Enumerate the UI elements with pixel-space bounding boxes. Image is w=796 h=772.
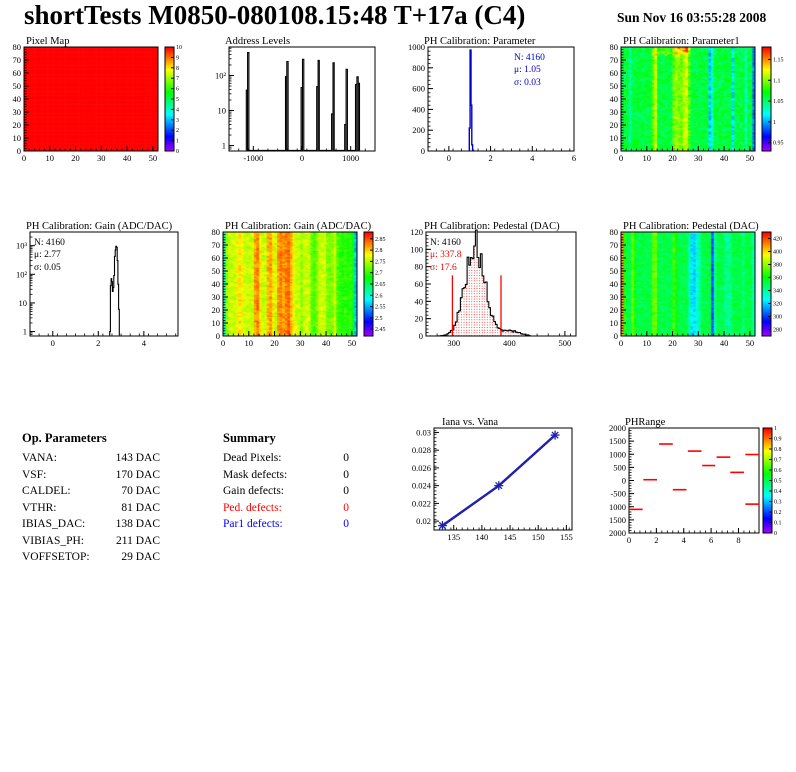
svg-text:6: 6 bbox=[571, 153, 577, 163]
svg-text:10: 10 bbox=[18, 297, 27, 308]
svg-text:6: 6 bbox=[708, 535, 714, 545]
stat-entries: N: 4160 bbox=[514, 53, 545, 63]
svg-text:0: 0 bbox=[299, 153, 305, 163]
svg-text:40: 40 bbox=[211, 279, 220, 289]
svg-text:0: 0 bbox=[176, 149, 179, 155]
pad-pixel-map bbox=[0, 35, 199, 205]
stat-entries: N: 4160 bbox=[34, 238, 65, 248]
stats-box bbox=[514, 52, 545, 89]
svg-text:70: 70 bbox=[12, 55, 21, 65]
svg-text:0.6: 0.6 bbox=[774, 468, 782, 474]
svg-text:0: 0 bbox=[420, 146, 425, 156]
svg-text:30: 30 bbox=[97, 153, 106, 163]
svg-text:0: 0 bbox=[613, 331, 618, 341]
svg-text:300: 300 bbox=[773, 314, 782, 321]
svg-text:8: 8 bbox=[176, 65, 179, 72]
svg-text:0: 0 bbox=[16, 146, 21, 156]
svg-text:30: 30 bbox=[12, 107, 21, 117]
param-value: 29 DAC bbox=[121, 551, 160, 563]
param-value: 143 DAC bbox=[115, 452, 160, 464]
svg-text:60: 60 bbox=[609, 68, 618, 78]
param-label: VSF: bbox=[22, 468, 47, 481]
svg-text:1.1: 1.1 bbox=[773, 78, 781, 85]
svg-text:80: 80 bbox=[609, 42, 618, 52]
pad-iana-vs-vana bbox=[398, 405, 597, 575]
summary-row bbox=[223, 516, 349, 533]
svg-text:2: 2 bbox=[96, 338, 101, 348]
svg-text:400: 400 bbox=[502, 338, 516, 348]
summary-value: 0 bbox=[343, 468, 349, 481]
pixel-map-plot bbox=[0, 35, 199, 205]
svg-text:0.1: 0.1 bbox=[774, 520, 782, 527]
pad-gain-hist bbox=[0, 220, 199, 390]
param-label: VTHR: bbox=[22, 501, 57, 514]
svg-text:40: 40 bbox=[12, 94, 21, 104]
svg-text:7: 7 bbox=[176, 76, 179, 83]
param-value: 70 DAC bbox=[121, 485, 160, 497]
svg-text:0.028: 0.028 bbox=[411, 445, 431, 456]
summary-value: 0 bbox=[343, 485, 349, 497]
svg-text:2: 2 bbox=[176, 128, 179, 135]
svg-text:40: 40 bbox=[719, 338, 729, 348]
svg-text:2.55: 2.55 bbox=[375, 304, 386, 311]
chart-title: Iana vs. Vana bbox=[442, 417, 499, 428]
stats-box bbox=[34, 237, 65, 274]
summary-row bbox=[223, 483, 349, 500]
svg-text:50: 50 bbox=[211, 266, 220, 276]
chart-title: Address Levels bbox=[225, 36, 291, 47]
pad-ph-parameter bbox=[398, 35, 597, 205]
svg-text:0: 0 bbox=[50, 338, 55, 348]
svg-text:40: 40 bbox=[321, 338, 331, 348]
chart-title: PH Calibration: Parameter bbox=[424, 36, 536, 47]
svg-text:60: 60 bbox=[414, 279, 423, 289]
svg-text:2.7: 2.7 bbox=[375, 270, 383, 277]
svg-text:1000: 1000 bbox=[408, 42, 425, 52]
svg-text:40: 40 bbox=[609, 279, 618, 289]
svg-text:30: 30 bbox=[694, 338, 703, 348]
summary-value: 0 bbox=[343, 501, 349, 514]
summary-row bbox=[223, 500, 349, 517]
svg-text:70: 70 bbox=[211, 240, 220, 250]
address-levels-plot bbox=[199, 35, 398, 205]
svg-text:2000: 2000 bbox=[609, 528, 626, 538]
svg-text:0: 0 bbox=[215, 331, 220, 341]
page-title: shortTests M0850-080108.15:48 T+17a (C4) bbox=[24, 0, 526, 30]
param-row bbox=[22, 467, 160, 484]
svg-text:10³: 10³ bbox=[15, 240, 27, 251]
pad-pedestal-hist bbox=[398, 220, 597, 390]
svg-text:50: 50 bbox=[609, 266, 618, 276]
svg-text:360: 360 bbox=[773, 275, 782, 282]
svg-text:0: 0 bbox=[21, 153, 27, 163]
ph-parameter-plot bbox=[398, 35, 597, 205]
svg-text:60: 60 bbox=[609, 253, 618, 263]
svg-text:140: 140 bbox=[475, 532, 489, 542]
svg-text:10: 10 bbox=[12, 133, 21, 143]
svg-text:30: 30 bbox=[211, 292, 220, 302]
svg-text:0: 0 bbox=[626, 535, 632, 545]
svg-text:50: 50 bbox=[609, 81, 618, 91]
svg-text:30: 30 bbox=[609, 107, 618, 117]
svg-text:300: 300 bbox=[447, 338, 461, 348]
param-label: VANA: bbox=[22, 452, 57, 464]
param-label: IBIAS_DAC: bbox=[22, 518, 86, 530]
svg-text:80: 80 bbox=[12, 42, 21, 52]
svg-text:0.95: 0.95 bbox=[773, 140, 784, 147]
pad-phrange bbox=[597, 405, 796, 575]
svg-text:1: 1 bbox=[774, 426, 777, 432]
svg-text:20: 20 bbox=[71, 153, 80, 163]
chart-title: PH Calibration: Gain (ADC/DAC) bbox=[26, 221, 173, 232]
svg-text:20: 20 bbox=[668, 338, 677, 348]
svg-text:6: 6 bbox=[176, 86, 179, 93]
svg-text:500: 500 bbox=[558, 338, 572, 348]
svg-text:1.15: 1.15 bbox=[773, 57, 784, 64]
svg-text:0.4: 0.4 bbox=[774, 489, 782, 495]
svg-text:50: 50 bbox=[148, 153, 158, 163]
svg-text:20: 20 bbox=[609, 305, 618, 315]
svg-text:4: 4 bbox=[176, 107, 179, 114]
svg-text:200: 200 bbox=[412, 125, 425, 136]
summary-label: Mask defects: bbox=[223, 468, 288, 481]
svg-text:1000: 1000 bbox=[342, 153, 360, 163]
chart-title: Pixel Map bbox=[26, 36, 70, 47]
svg-text:40: 40 bbox=[609, 94, 618, 104]
svg-text:2: 2 bbox=[654, 535, 659, 545]
summary-title: Summary bbox=[223, 431, 276, 445]
svg-text:145: 145 bbox=[503, 532, 517, 542]
svg-text:0.026: 0.026 bbox=[411, 462, 431, 473]
summary-row bbox=[223, 450, 349, 467]
svg-text:800: 800 bbox=[412, 62, 425, 73]
svg-text:-500: -500 bbox=[610, 488, 626, 499]
svg-text:2.85: 2.85 bbox=[375, 236, 386, 243]
svg-text:2.8: 2.8 bbox=[375, 248, 383, 255]
pedestal-hist-plot bbox=[398, 220, 597, 390]
pad-ph-parameter1-map bbox=[597, 35, 796, 205]
svg-text:4: 4 bbox=[530, 153, 535, 163]
svg-text:150: 150 bbox=[531, 532, 545, 542]
svg-text:0.03: 0.03 bbox=[416, 427, 431, 438]
timestamp: Sun Nov 16 03:55:28 2008 bbox=[617, 10, 767, 25]
summary-label: Dead Pixels: bbox=[223, 452, 282, 464]
svg-text:10: 10 bbox=[217, 105, 226, 116]
svg-text:0.9: 0.9 bbox=[774, 436, 782, 443]
svg-text:20: 20 bbox=[270, 338, 279, 348]
svg-text:1.05: 1.05 bbox=[773, 99, 784, 106]
stat-mean: μ: 337.8 bbox=[430, 250, 462, 261]
svg-text:340: 340 bbox=[773, 288, 782, 295]
svg-text:2.45: 2.45 bbox=[375, 327, 386, 334]
stat-mean: μ: 2.77 bbox=[34, 250, 61, 261]
svg-text:50: 50 bbox=[12, 81, 21, 91]
svg-text:0: 0 bbox=[621, 475, 626, 486]
param-row bbox=[22, 549, 160, 566]
pedestal-map-plot bbox=[597, 220, 796, 390]
param-label: VIBIAS_PH: bbox=[22, 534, 84, 547]
svg-text:2: 2 bbox=[488, 153, 493, 163]
svg-text:10: 10 bbox=[609, 133, 618, 143]
svg-text:0.8: 0.8 bbox=[774, 447, 782, 453]
stat-entries: N: 4160 bbox=[430, 238, 461, 248]
phrange-plot bbox=[597, 405, 796, 575]
chart-title: PH Calibration: Parameter1 bbox=[623, 36, 740, 47]
svg-text:1: 1 bbox=[176, 138, 179, 145]
svg-text:50: 50 bbox=[347, 338, 357, 348]
svg-text:10: 10 bbox=[211, 318, 220, 328]
param-label: VOFFSETOP: bbox=[22, 551, 90, 563]
svg-text:0: 0 bbox=[618, 153, 624, 163]
stat-mean: μ: 1.05 bbox=[514, 65, 541, 76]
svg-text:40: 40 bbox=[719, 153, 729, 163]
svg-text:70: 70 bbox=[609, 240, 618, 250]
op-parameters-title: Op. Parameters bbox=[22, 431, 107, 445]
svg-text:4: 4 bbox=[141, 338, 146, 348]
svg-text:1500: 1500 bbox=[609, 436, 626, 447]
svg-text:60: 60 bbox=[12, 68, 21, 78]
svg-text:1000: 1000 bbox=[609, 449, 626, 460]
svg-text:80: 80 bbox=[414, 261, 423, 272]
param-row bbox=[22, 533, 160, 550]
svg-text:0: 0 bbox=[418, 331, 423, 341]
svg-text:120: 120 bbox=[410, 227, 423, 237]
summary-label: Gain defects: bbox=[223, 485, 284, 497]
svg-text:10: 10 bbox=[642, 153, 652, 163]
svg-text:8: 8 bbox=[736, 535, 741, 545]
stat-sigma: σ: 0.03 bbox=[514, 77, 541, 88]
svg-text:20: 20 bbox=[211, 305, 220, 315]
svg-text:-1000: -1000 bbox=[243, 153, 264, 163]
svg-text:30: 30 bbox=[296, 338, 305, 348]
pad-gain-map bbox=[199, 220, 398, 390]
summary-rows bbox=[223, 450, 349, 533]
svg-text:2.6: 2.6 bbox=[375, 293, 383, 300]
svg-text:5: 5 bbox=[176, 97, 179, 103]
op-parameters-rows bbox=[22, 450, 160, 566]
param-row bbox=[22, 516, 160, 533]
iana-vs-vana-plot bbox=[398, 405, 597, 575]
svg-text:0.02: 0.02 bbox=[416, 516, 431, 527]
svg-text:50: 50 bbox=[745, 153, 755, 163]
svg-text:40: 40 bbox=[414, 296, 423, 307]
stat-sigma: σ: 0.05 bbox=[34, 262, 61, 273]
svg-text:70: 70 bbox=[609, 55, 618, 65]
param-value: 81 DAC bbox=[121, 501, 160, 514]
svg-text:280: 280 bbox=[773, 327, 782, 334]
svg-text:10²: 10² bbox=[15, 269, 27, 280]
svg-text:9: 9 bbox=[176, 55, 179, 62]
summary-label: Par1 defects: bbox=[223, 518, 283, 530]
svg-text:20: 20 bbox=[12, 120, 21, 130]
svg-text:1: 1 bbox=[773, 119, 776, 126]
svg-text:0.5: 0.5 bbox=[774, 478, 782, 485]
param-row bbox=[22, 483, 160, 500]
param-value: 138 DAC bbox=[115, 518, 160, 530]
pad-address-levels bbox=[199, 35, 398, 205]
svg-text:4: 4 bbox=[681, 535, 686, 545]
svg-text:1500: 1500 bbox=[609, 514, 626, 525]
svg-text:50: 50 bbox=[745, 338, 755, 348]
svg-text:0.2: 0.2 bbox=[774, 510, 782, 516]
stat-sigma: σ: 17.6 bbox=[430, 262, 457, 273]
svg-text:100: 100 bbox=[410, 244, 423, 255]
gain-map-plot bbox=[199, 220, 398, 390]
svg-text:10: 10 bbox=[244, 338, 254, 348]
svg-text:0: 0 bbox=[613, 146, 618, 156]
svg-text:0.024: 0.024 bbox=[411, 480, 431, 491]
svg-text:2.65: 2.65 bbox=[375, 282, 386, 288]
svg-text:400: 400 bbox=[773, 249, 782, 256]
param-value: 170 DAC bbox=[115, 468, 160, 481]
svg-text:60: 60 bbox=[211, 253, 220, 263]
svg-text:2.5: 2.5 bbox=[375, 315, 383, 322]
svg-text:10: 10 bbox=[176, 45, 182, 51]
svg-text:2000: 2000 bbox=[609, 423, 626, 433]
summary-value: 0 bbox=[343, 518, 349, 530]
svg-text:10: 10 bbox=[642, 338, 652, 348]
svg-text:20: 20 bbox=[668, 153, 677, 163]
svg-text:1: 1 bbox=[22, 326, 27, 337]
svg-text:0.7: 0.7 bbox=[774, 457, 782, 464]
svg-text:420: 420 bbox=[773, 236, 782, 243]
svg-text:400: 400 bbox=[412, 104, 425, 115]
svg-text:0.3: 0.3 bbox=[774, 499, 782, 506]
svg-text:0: 0 bbox=[220, 338, 226, 348]
param-value: 211 DAC bbox=[116, 534, 160, 547]
svg-text:10²: 10² bbox=[214, 70, 226, 81]
svg-text:320: 320 bbox=[773, 301, 782, 308]
summary-row bbox=[223, 467, 349, 484]
svg-text:10: 10 bbox=[609, 318, 618, 328]
op-parameters-panel bbox=[0, 405, 199, 575]
summary-value: 0 bbox=[343, 452, 349, 464]
svg-text:20: 20 bbox=[609, 120, 618, 130]
svg-text:2.75: 2.75 bbox=[375, 259, 386, 266]
svg-text:30: 30 bbox=[609, 292, 618, 302]
summary-panel bbox=[199, 405, 398, 575]
svg-text:10: 10 bbox=[45, 153, 55, 163]
chart-title: PH Calibration: Pedestal (DAC) bbox=[623, 221, 759, 232]
svg-text:20: 20 bbox=[414, 313, 423, 324]
svg-text:0: 0 bbox=[618, 338, 624, 348]
svg-text:600: 600 bbox=[412, 83, 425, 94]
svg-text:155: 155 bbox=[559, 532, 573, 542]
svg-text:500: 500 bbox=[613, 462, 626, 473]
param-row bbox=[22, 500, 160, 517]
chart-title: PHRange bbox=[625, 417, 666, 428]
svg-text:380: 380 bbox=[773, 262, 782, 269]
svg-text:135: 135 bbox=[447, 532, 461, 542]
chart-title: PH Calibration: Gain (ADC/DAC) bbox=[225, 221, 372, 232]
svg-text:0: 0 bbox=[446, 153, 451, 163]
svg-text:0: 0 bbox=[774, 531, 777, 537]
svg-text:30: 30 bbox=[694, 153, 703, 163]
svg-text:80: 80 bbox=[211, 227, 220, 237]
summary-label: Ped. defects: bbox=[223, 501, 282, 514]
svg-text:1000: 1000 bbox=[609, 501, 626, 512]
svg-text:1: 1 bbox=[221, 140, 226, 151]
chart-title: PH Calibration: Pedestal (DAC) bbox=[424, 221, 560, 232]
gain-hist-plot bbox=[0, 220, 199, 390]
stats-box bbox=[430, 237, 461, 274]
param-row bbox=[22, 450, 160, 467]
svg-text:0.022: 0.022 bbox=[411, 498, 431, 509]
svg-text:3: 3 bbox=[176, 117, 179, 124]
param-label: CALDEL: bbox=[22, 485, 71, 497]
pad-pedestal-map bbox=[597, 220, 796, 390]
svg-text:40: 40 bbox=[122, 153, 132, 163]
ph-parameter1-map-plot bbox=[597, 35, 796, 205]
svg-text:80: 80 bbox=[609, 227, 618, 237]
